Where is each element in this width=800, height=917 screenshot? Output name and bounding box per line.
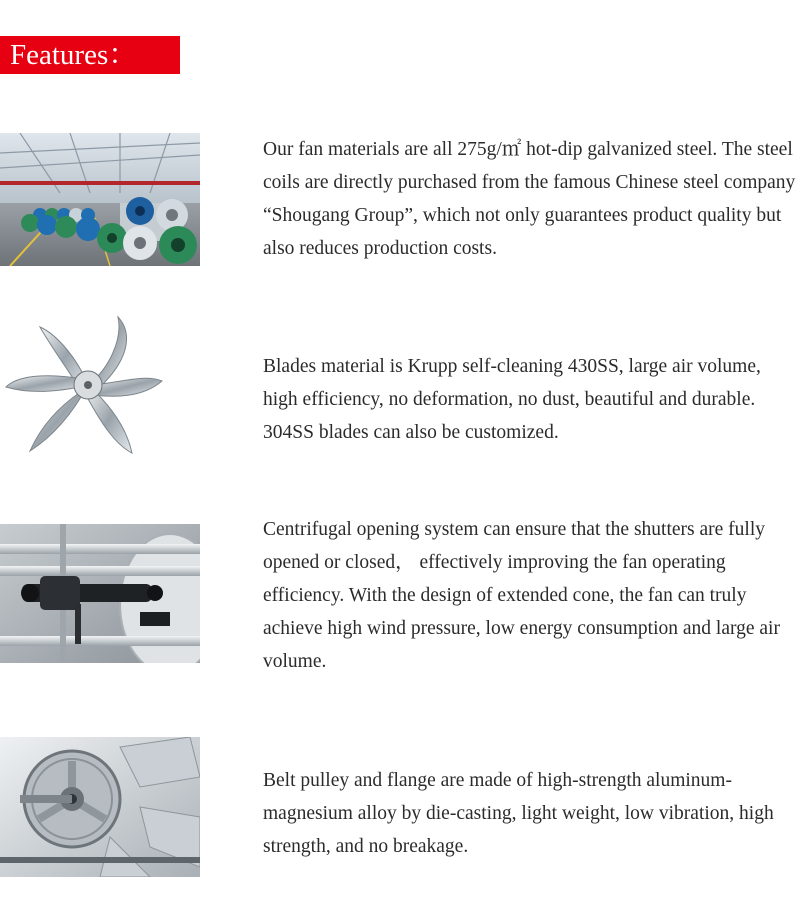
centrifugal-system-image [0, 524, 200, 663]
feature-row-belt-pulley [0, 737, 800, 877]
feature-description: Belt pulley and flange are made of high-strength aluminum-magnesium alloy by die-casting, light weight, low vibration, high strength, and no breakage. [263, 770, 774, 857]
feature-description: Blades material is Krupp self-cleaning 430SS, large air volume, high efficiency, no deformation, no dust, beautiful and durable. 304SS blades can also be customized. [263, 356, 761, 443]
feature-row-blades [0, 313, 800, 473]
feature-row-galvanized-steel [0, 133, 800, 266]
features-heading: Features： [0, 36, 180, 74]
steel-coils-image [0, 133, 200, 266]
feature-description: Our fan materials are all 275g/㎡ hot-dip galvanized steel. The steel coils are directly purchased from the famous Chinese steel company “Shougang Group”, which not only guarantees product quality but also reduces production costs. [263, 139, 796, 259]
feature-description: Centrifugal opening system can ensure that the shutters are fully opened or closed， effectively improving the fan operating efficiency. With the design of extended cone, the fan can truly achieve high wind pressure, low energy consumption and large air volume. [263, 519, 780, 672]
fan-blades-image [0, 313, 200, 473]
belt-pulley-image [0, 737, 200, 877]
feature-row-centrifugal [0, 513, 800, 672]
